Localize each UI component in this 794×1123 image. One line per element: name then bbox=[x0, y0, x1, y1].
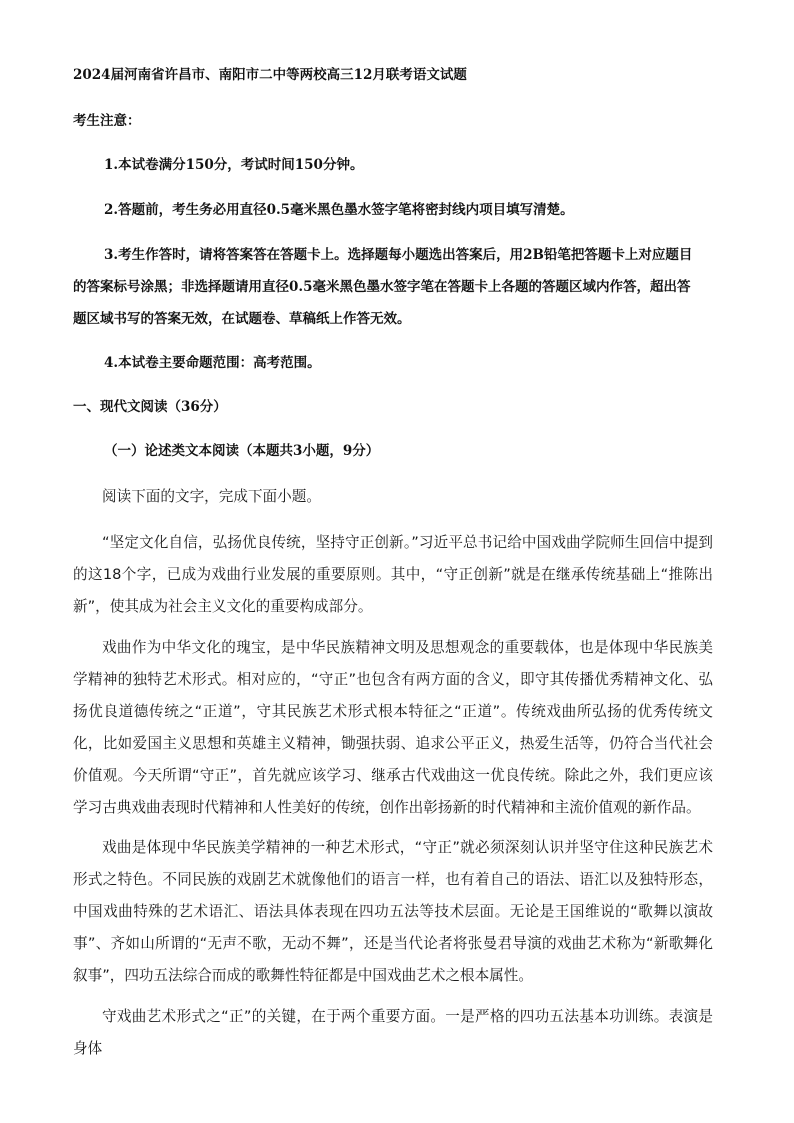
notice-item-2: 2.答题前，考生务必用直径0.5毫米黑色墨水签字笔将密封线内项目填写清楚。 bbox=[104, 202, 574, 218]
document-title: 2024届河南省许昌市、南阳市二中等两校高三12月联考语文试题 bbox=[73, 67, 467, 83]
notice-item-3: 3.考生作答时，请将答案答在答题卡上。选择题每小题选出答案后，用2B铅笔把答题卡上对应题目 bbox=[104, 247, 693, 263]
notice-item-1: 1.本试卷满分150分，考试时间150分钟。 bbox=[104, 157, 364, 173]
notice-heading: 考生注意： bbox=[73, 113, 141, 129]
body-paragraph: 守戏曲艺术形式之“正”的关键，在于两个重要方面。一是严格的四功五法基本功训练。表演是身体 bbox=[73, 1008, 713, 1057]
section-heading: 一、现代文阅读（36分） bbox=[73, 399, 227, 415]
notice-item-3-cont-2: 题区域书写的答案无效，在试题卷、草稿纸上作答无效。 bbox=[73, 311, 411, 327]
subsection-heading: （一）论述类文本阅读（本题共3小题，9分） bbox=[104, 443, 380, 459]
instruction-paragraph: 阅读下面的文字，完成下面小题。 bbox=[102, 488, 321, 505]
body-paragraph: 戏曲作为中华文化的瑰宝，是中华民族精神文明及思想观念的重要载体，也是体现中华民族美学精神的独特艺术形式。相对应的，“守正”也包含有两方面的含义，即守其传播优秀精神文化、弘扬优良道德传统之“正道”，守其民族艺术形式根本特征之“正道”。传统戏曲所弘扬的优秀传统文化，比如爱国主义思想和英雄主义精神，锄强扶弱、追求公平正义，热爱生活等，仍符合当代社会价值观。今天所谓“守正”，首先就应该学习、继承古代戏曲这一优良传统。除此之外，我们更应该学习古典戏曲表现时代精神和人性美好的传统，创作出彰扬新的时代精神和主流价值观的新作品。 bbox=[73, 639, 713, 816]
notice-item-3-cont-1: 的答案标号涂黑；非选择题请用直径0.5毫米黑色墨水签字笔在答题卡上各题的答题区域内作答，超出答 bbox=[73, 279, 691, 295]
notice-item-4: 4.本试卷主要命题范围：高考范围。 bbox=[104, 355, 321, 371]
body-paragraph: “坚定文化自信，弘扬优良传统，坚持守正创新。”习近平总书记给中国戏曲学院师生回信中提到的这18个字，已成为戏曲行业发展的重要原则。其中，“守正创新”就是在继承传统基础上“推陈出新”，使其成为社会主义文化的重要构成部分。 bbox=[73, 534, 713, 615]
body-paragraph: 戏曲是体现中华民族美学精神的一种艺术形式，“守正”就必须深刻认识并坚守住这种民族艺术形式之特色。不同民族的戏剧艺术就像他们的语言一样，也有着自己的语法、语汇以及独特形态，中国戏曲特殊的艺术语汇、语法具体表现在四功五法等技术层面。无论是王国维说的“歌舞以演故事”、齐如山所谓的“无声不歌，无动不舞”，还是当代论者将张曼君导演的戏曲艺术称为“新歌舞化叙事”，四功五法综合而成的歌舞性特征都是中国戏曲艺术之根本属性。 bbox=[73, 839, 713, 984]
